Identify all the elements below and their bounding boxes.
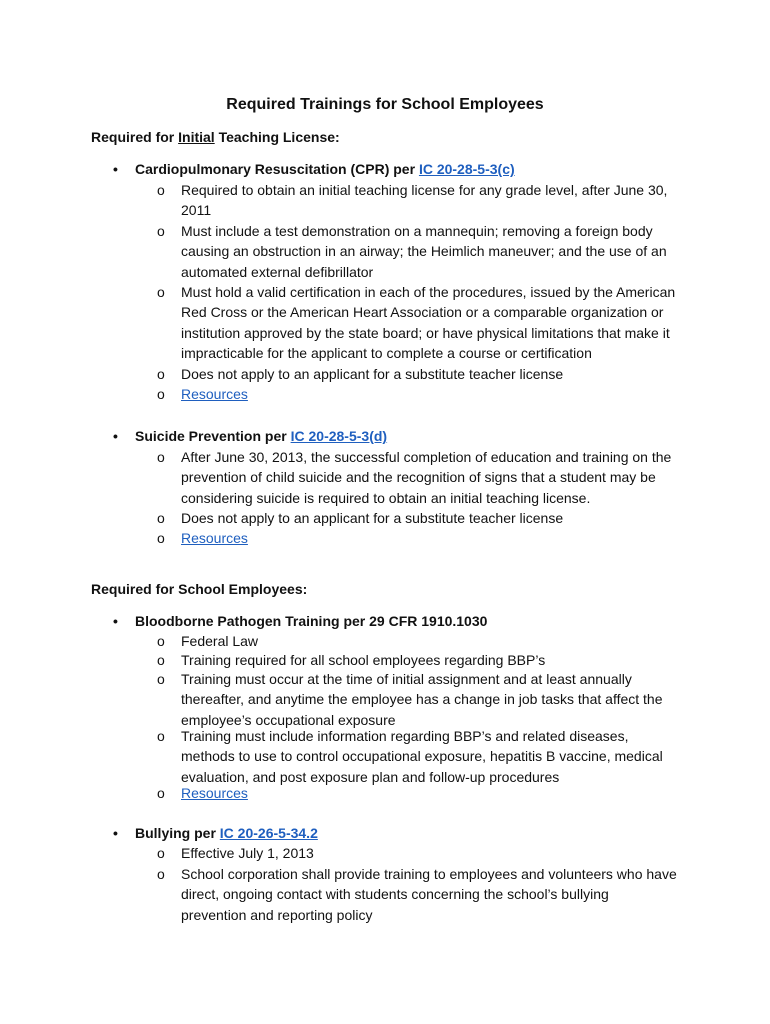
bullet-cpr: • Cardiopulmonary Resuscitation (CPR) per IC 20-28-5-3(c) (113, 161, 515, 177)
circle-bullet-icon: o (157, 785, 165, 801)
sub-item-bbp-1: o Federal Law (157, 631, 677, 651)
resources-link-bbp[interactable]: Resources (181, 785, 248, 801)
sub-item-bbp-2: o Training required for all school employees regarding BBP’s (157, 650, 677, 670)
sub-item-bbp-resources (157, 783, 677, 803)
link-ic-20-26-5-34-2[interactable]: IC 20-26-5-34.2 (219, 825, 318, 841)
circle-bullet-icon: o (157, 728, 165, 744)
sub-item-suicide-resources (157, 528, 677, 548)
bullet-suicide-prevention: • Suicide Prevention per IC 20-28-5-3(d) (113, 428, 388, 444)
sub-item-suicide-1: o After June 30, 2013, the successful completion of education and training on the prevention of child suicide and the recognition of signs that a student may be considering suicide is required to obtain an initial teaching license. (157, 449, 672, 506)
sub-item-cpr-4: o Does not apply to an applicant for a substitute teacher license (157, 364, 677, 384)
circle-bullet-icon: o (157, 633, 165, 649)
sub-item-cpr-2: o Must include a test demonstration on a mannequin; removing a foreign body causing an obstruction in an airway; the Heimlich maneuver; and the use of an automated external defibrillator (157, 223, 667, 280)
resources-link-suicide[interactable]: Resources (181, 530, 248, 546)
sub-item-cpr-resources (157, 384, 677, 404)
sub-item-cpr-3: o Must hold a valid certification in each of the procedures, issued by the American Red Cross or the American Heart Association or a comparable organization or institution approved by the state board; or have physical limitations that make it impracticable for the applicant to complete a course or certification (157, 284, 676, 361)
bullet-icon: • (113, 161, 118, 177)
circle-bullet-icon: o (157, 182, 165, 198)
link-ic-20-28-5-3c[interactable]: IC 20-28-5-3(c) (418, 161, 515, 177)
circle-bullet-icon: o (157, 449, 165, 465)
circle-bullet-icon: o (157, 866, 165, 882)
circle-bullet-icon: o (157, 366, 165, 382)
bullet-icon: • (113, 825, 118, 841)
resources-link-cpr[interactable]: Resources (181, 386, 248, 402)
circle-bullet-icon: o (157, 284, 165, 300)
bullet-icon: • (113, 613, 118, 629)
link-ic-20-28-5-3d[interactable]: IC 20-28-5-3(d) (290, 428, 388, 444)
sub-item-bullying-1: o Effective July 1, 2013 (157, 843, 677, 863)
sub-item-suicide-2: o Does not apply to an applicant for a substitute teacher license (157, 508, 677, 528)
bullet-bloodborne: • Bloodborne Pathogen Training per 29 CFR 1910.1030 (113, 613, 488, 629)
circle-bullet-icon: o (157, 510, 165, 526)
sub-item-bullying-2: o School corporation shall provide training to employees and volunteers who have direct, ongoing contact with students concerning the school’s bullying prevention and reporting policy (157, 866, 677, 923)
section-heading-school-employees: Required for School Employees: (91, 581, 308, 597)
circle-bullet-icon: o (157, 530, 165, 546)
section-heading-initial-license: Required for Initial Teaching License: (91, 129, 340, 145)
bullet-bullying: • Bullying per IC 20-26-5-34.2 (113, 825, 318, 841)
circle-bullet-icon: o (157, 845, 165, 861)
circle-bullet-icon: o (157, 652, 165, 668)
sub-item-bbp-4: o Training must include information regarding BBP’s and related diseases, methods to use to control occupational exposure, hepatitis B vaccine, medical evaluation, and post exposure plan and follow-up procedures (157, 728, 663, 785)
page-title: Required Trainings for School Employees (226, 96, 544, 113)
circle-bullet-icon: o (157, 223, 165, 239)
initial-underlined: Initial (178, 129, 215, 145)
circle-bullet-icon: o (157, 386, 165, 402)
sub-item-cpr-1: o Required to obtain an initial teaching license for any grade level, after June 30, 2011 (157, 182, 668, 219)
circle-bullet-icon: o (157, 671, 165, 687)
bullet-icon: • (113, 428, 118, 444)
sub-item-bbp-3: o Training must occur at the time of initial assignment and at least annually thereafter, and anytime the employee has a change in job tasks that affect the employee’s occupational exposure (157, 671, 663, 728)
